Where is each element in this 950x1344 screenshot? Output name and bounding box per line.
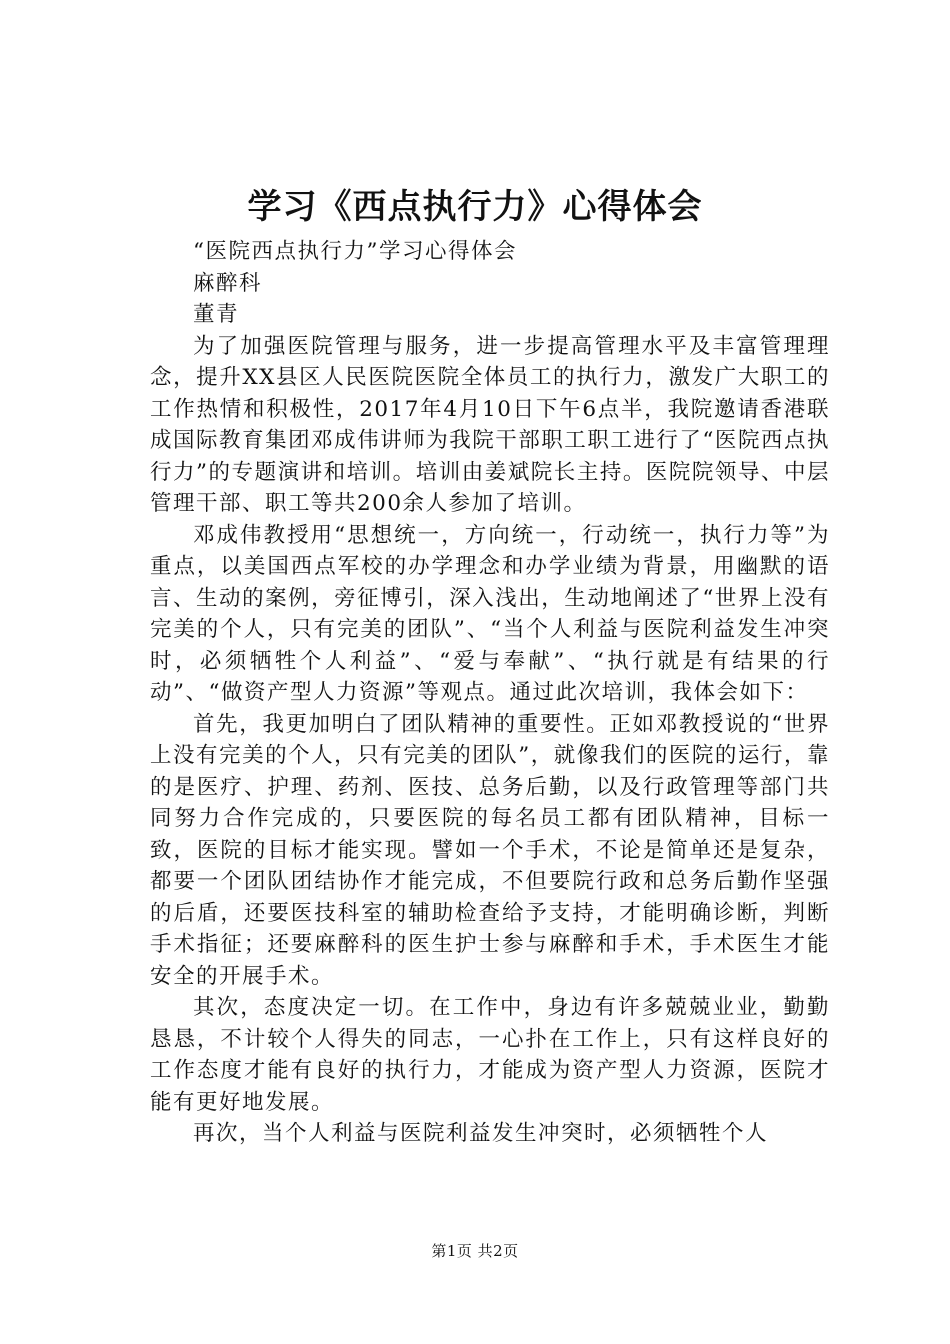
author-line: 董青	[193, 302, 240, 327]
page-footer: 第1页 共2页	[431, 1242, 519, 1260]
document-subtitle: “医院西点执行力”学习心得体会	[193, 239, 517, 264]
document-body	[150, 236, 830, 1150]
paragraph-4: 其次，态度决定一切。在工作中，身边有许多兢兢业业，勤勤恳恳，不计较个人得失的同志，一心扑在工作上，只有这样良好的工作态度才能有良好的执行力，才能成为资产型人力资源，医院才能有更好地发展。	[150, 995, 830, 1115]
paragraph-1: 为了加强医院管理与服务，进一步提高管理水平及丰富管理理念，提升XX县区人民医院医院全体员工的执行力，激发广大职工的工作热情和积极性，2017年4月10日下午6点半，我院邀请香港联成国际教育集团邓成伟讲师为我院干部职工职工进行了“医院西点执行力”的专题演讲和培训。培训由姜斌院长主持。医院院领导、中层管理干部、职工等共200余人参加了培训。	[150, 333, 830, 516]
paragraph-5: 再次，当个人利益与医院利益发生冲突时，必须牺牲个人	[193, 1121, 769, 1146]
paragraph-2: 邓成伟教授用“思想统一，方向统一，行动统一，执行力等”为重点，以美国西点军校的办学理念和办学业绩为背景，用幽默的语言、生动的案例，旁征博引，深入浅出，生动地阐述了“世界上没有完美的个人，只有完美的团队”、“当个人利益与医院利益发生冲突时，必须牺牲个人利益”、“爱与奉献”、“执行就是有结果的行动”、“做资产型人力资源”等观点。通过此次培训，我体会如下：	[150, 522, 830, 705]
document-title: 学习《西点执行力》心得体会	[247, 187, 703, 227]
department-line: 麻醉科	[193, 270, 263, 296]
paragraph-3: 首先，我更加明白了团队精神的重要性。正如邓教授说的“世界上没有完美的个人，只有完美的团队”，就像我们的医院的运行，靠的是医疗、护理、药剂、医技、总务后勤，以及行政管理等部门共同努力合作完成的，只要医院的每名员工都有团队精神，目标一致，医院的目标才能实现。譬如一个手术，不论是简单还是复杂，都要一个团队团结协作才能完成，不但要院行政和总务后勤作坚强的后盾，还要医技科室的辅助检查给予支持，才能明确诊断，判断手术指征；还要麻醉科的医生护士参与麻醉和手术，手术医生才能安全的开展手术。	[150, 711, 830, 989]
